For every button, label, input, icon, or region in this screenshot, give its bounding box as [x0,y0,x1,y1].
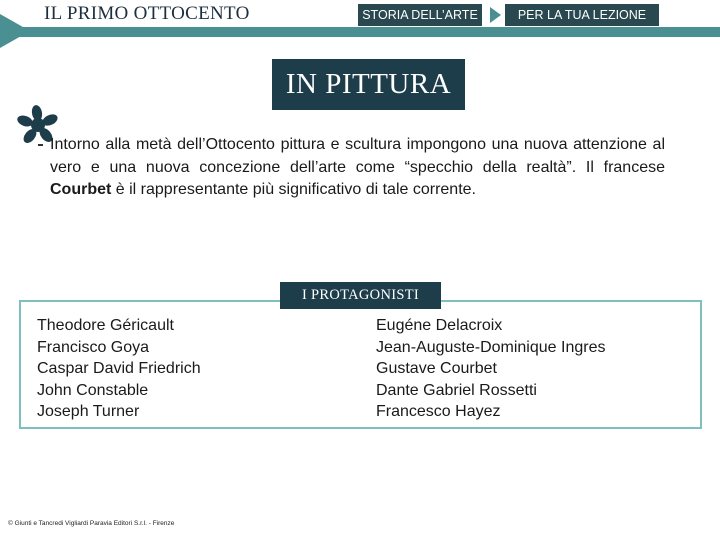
intro-text-start: Intorno alla metà dell’Ottocento pittura e scultura impongono una nuova attenzione al vero e una nuova concezione dell’arte come “specchio della realtà”. Il francese [50,136,665,176]
copyright-footer: © Giunti e Tancredi Vigliardi Paravia Editori S.r.l. - Firenze [8,520,175,527]
deck-title: IL PRIMO OTTOCENTO [44,3,250,24]
list-item: Gustave Courbet [376,360,497,377]
protagonists-label: I PROTAGONISTI [280,282,441,309]
header-arrow-icon [0,14,30,48]
list-item: Caspar David Friedrich [37,360,201,377]
header-band-line [0,27,720,37]
list-item: Francesco Hayez [376,403,501,420]
section-title: IN PITTURA [272,59,465,110]
list-bullet [38,144,43,146]
crumb-per-la-tua-lezione[interactable]: PER LA TUA LEZIONE [505,4,659,26]
protagonists-left-list [37,315,201,423]
list-item: Joseph Turner [37,403,140,420]
intro-bold-name: Courbet [50,181,112,198]
intro-paragraph [50,134,665,202]
crumb-storia-dell-arte[interactable]: STORIA DELL’ARTE [358,4,482,26]
protagonists-right-list [376,315,605,423]
list-item: Francisco Goya [37,338,150,356]
list-item: Dante Gabriel Rossetti [376,381,537,399]
list-item: Theodore Géricault [37,317,174,334]
intro-text-end: è il rappresentante più significativo di tale corrente. [111,181,476,198]
list-item: Jean-Auguste-Dominique Ingres [376,338,606,356]
crumb-chevron-icon [490,7,501,23]
header-band [0,0,720,48]
list-item: Eugéne Delacroix [376,317,503,334]
list-item: John Constable [37,381,149,399]
